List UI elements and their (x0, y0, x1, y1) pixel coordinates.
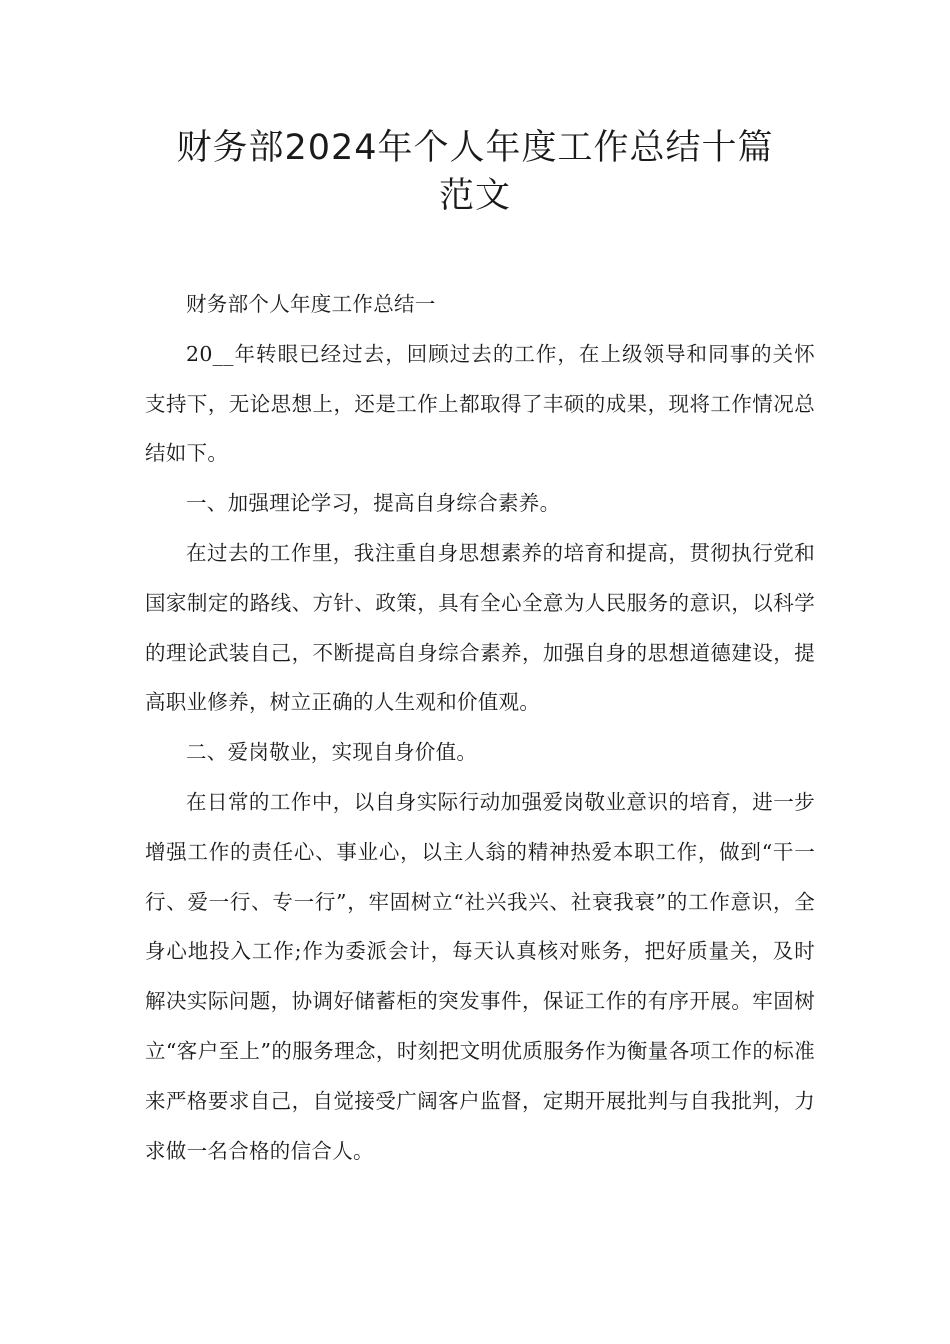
document-title (120, 124, 830, 220)
section-heading: 财务部个人年度工作总结一 (186, 292, 436, 316)
document-body (145, 280, 815, 1176)
body-paragraph-1: 在过去的工作里，我注重自身思想素养的培育和提高，贯彻执行党和国家制定的路线、方针、政策，具有全心全意为人民服务的意识，以科学的理论武装自己，不断提高自身综合素养，加强自身的思想道德建设，提高职业修养，树立正确的人生观和价值观。 (145, 540, 815, 715)
intro-paragraph: 20__年转眼已经过去，回顾过去的工作，在上级领导和同事的关怀支持下，无论思想上，还是工作上都取得了丰硕的成果，现将工作情况总结如下。 (145, 341, 815, 466)
subsection-heading-2: 二、爱岗敬业，实现自身价值。 (186, 740, 478, 765)
title-line-2: 范文 (438, 176, 511, 216)
body-paragraph-2: 在日常的工作中，以自身实际行动加强爱岗敬业意识的培育，进一步增强工作的责任心、事业心，以主人翁的精神热爱本职工作，做到“干一行、爱一行、专一行”，牢固树立“社兴我兴、社衰我衰”的工作意识，全身心地投入工作;作为委派会计，每天认真核对账务，把好质量关，及时解决实际问题，协调好储蓄柜的突发事件，保证工作的有序开展。牢固树立“客户至上”的服务理念，时刻把文明优质服务作为衡量各项工作的标准来严格要求自己，自觉接受广阔客户监督，定期开展批判与自我批判，力求做一名合格的信合人。 (145, 789, 815, 1163)
title-line-1: 财务部2024年个人年度工作总结十篇 (176, 128, 774, 168)
subsection-heading-1: 一、加强理论学习，提高自身综合素养。 (186, 491, 561, 516)
